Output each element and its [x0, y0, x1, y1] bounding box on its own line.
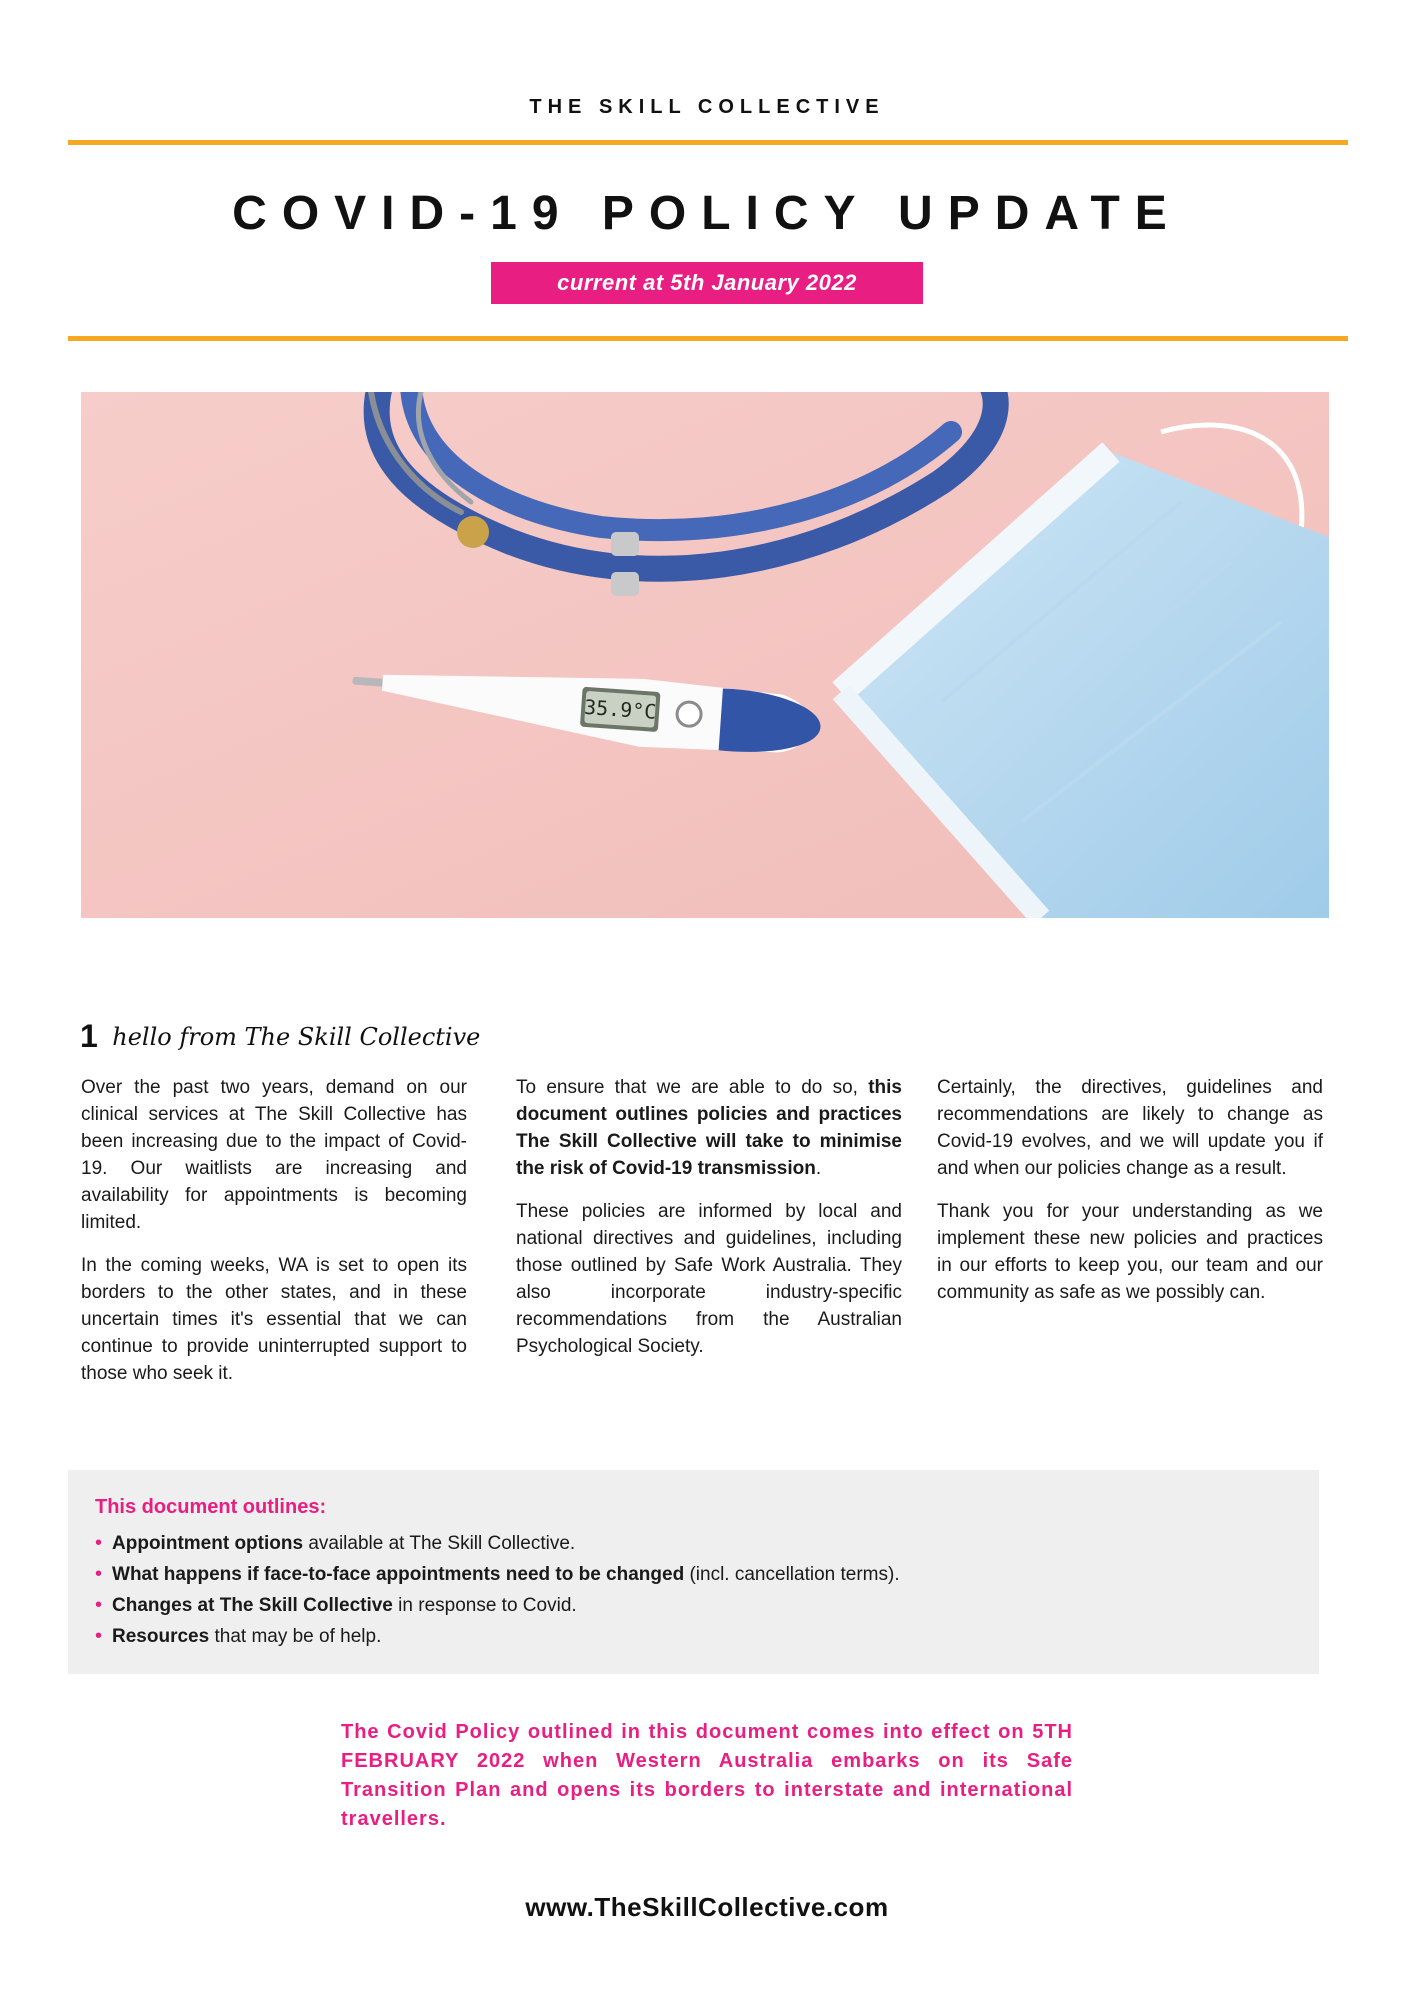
top-divider	[68, 140, 1348, 145]
list-item-bold: Appointment options	[112, 1533, 304, 1554]
paragraph-end: .	[815, 1158, 822, 1179]
paragraph: Over the past two years, demand on our clinical services at The Skill Collective has been increasing due to the impact of Covid-19. Our waitlists are increasing and availability for appointments is becoming limited.	[81, 1077, 467, 1233]
bullet-icon: •	[95, 1594, 103, 1616]
list-item	[95, 1528, 900, 1559]
section-title: hello from The Skill Collective	[112, 1022, 481, 1051]
bullet-icon: •	[95, 1625, 103, 1647]
text-column-3	[937, 1074, 1323, 1322]
date-badge: current at 5th January 2022	[491, 262, 923, 304]
list-item	[95, 1621, 900, 1652]
list-item-text: in response to Covid.	[398, 1595, 577, 1616]
section-heading	[80, 1018, 480, 1062]
organization-name: THE SKILL COLLECTIVE	[529, 96, 885, 118]
paragraph: Thank you for your understanding as we implement these new policies and practices in our efforts to keep you, our team and our community as safe as we possibly can.	[937, 1201, 1323, 1303]
outline-list	[95, 1528, 900, 1652]
list-item-text: available at The Skill Collective.	[308, 1533, 576, 1554]
list-item-bold: Resources	[112, 1626, 210, 1647]
bullet-icon: •	[95, 1532, 103, 1554]
outline-title: This document outlines:	[95, 1496, 327, 1518]
list-item	[95, 1559, 900, 1590]
page-title: COVID-19 POLICY UPDATE	[232, 187, 1182, 240]
list-item-text: (incl. cancellation terms).	[689, 1564, 900, 1585]
text-column-2	[516, 1074, 902, 1376]
list-item	[95, 1590, 900, 1621]
section-number: 1	[80, 1018, 98, 1054]
outline-panel	[68, 1470, 1319, 1674]
paragraph-lead: To ensure that we are able to do so,	[516, 1077, 858, 1098]
text-column-1	[81, 1074, 467, 1403]
website-link[interactable]: www.TheSkillCollective.com	[525, 1892, 889, 1922]
bullet-icon: •	[95, 1563, 103, 1585]
medical-photo	[81, 392, 1329, 918]
paragraph: These policies are informed by local and national directives and guidelines, including those outlined by Safe Work Australia. They also incorporate industry-specific recommendations from the Australian Psychological Society.	[516, 1201, 902, 1357]
paragraph-emphasis: this document outlines policies and practices The Skill Collective will take to minimise the risk of Covid-19 transmission	[516, 1077, 902, 1179]
effective-date-note: The Covid Policy outlined in this document comes into effect on 5TH FEBRUARY 2022 when Western Australia embarks on its Safe Transition Plan and opens its borders to interstate and international travellers.	[341, 1721, 1073, 1830]
thermometer-reading: 35.9°C	[583, 694, 658, 724]
list-item-bold: What happens if face-to-face appointments need to be changed	[112, 1564, 685, 1585]
header-bottom-divider	[68, 336, 1348, 341]
list-item-text: that may be of help.	[214, 1626, 382, 1647]
stethoscope-earpiece	[457, 516, 489, 548]
paragraph: Certainly, the directives, guidelines and recommendations are likely to change as Covid-19 evolves, and we will update you if and when our policies change as a result.	[937, 1077, 1323, 1179]
list-item-bold: Changes at The Skill Collective	[112, 1595, 393, 1616]
paragraph: In the coming weeks, WA is set to open its borders to the other states, and in these uncertain times it's essential that we can continue to provide uninterrupted support to those who seek it.	[81, 1255, 467, 1384]
paragraph	[516, 1074, 902, 1182]
